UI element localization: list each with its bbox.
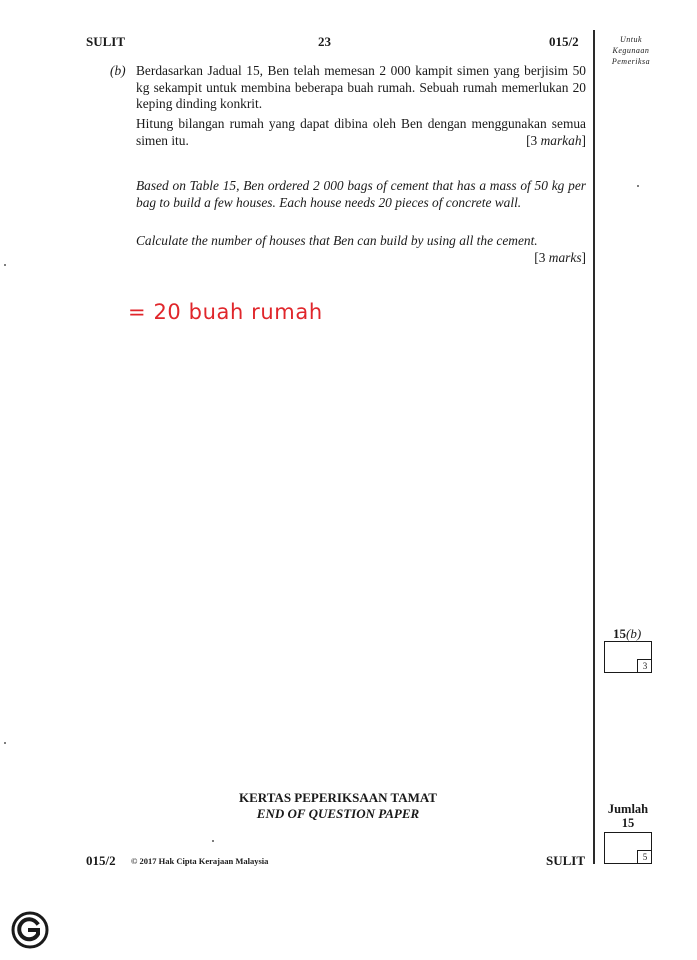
margin-note-line: Pemeriksa <box>611 57 651 66</box>
total-value: 15 <box>621 816 635 830</box>
footer-code: 015/2 <box>86 853 116 868</box>
total-marks-box <box>604 832 652 864</box>
malay-question-paragraph: Berdasarkan Jadual 15, Ben telah memesan 2 000 kampit simen yang berjisim 50 kg sekampit untuk membina beberapa buah rumah. Sebuah rumah memerlukan 20 keping dinding konkrit. <box>136 63 586 112</box>
english-question-paragraph: Based on Table 15, Ben ordered 2 000 bags of cement that has a mass of 50 kg per bag to build a few houses. Each house needs 20 pieces of concrete wall. <box>136 178 586 210</box>
total-label <box>604 802 652 830</box>
end-note-malay: KERTAS PEPERIKSAAN TAMAT <box>239 790 437 805</box>
margin-divider <box>593 30 595 864</box>
english-instruction-text: Calculate the number of houses that Ben can build by using all the cement. <box>136 233 538 248</box>
page-number: 23 <box>318 34 331 49</box>
malay-instruction-paragraph <box>136 116 586 149</box>
g-logo-icon <box>10 910 50 950</box>
total-label-text: Jumlah <box>607 802 649 816</box>
marks-box-question-ref: 15(b) <box>613 626 642 641</box>
english-marks: [3 marks] <box>534 249 586 265</box>
handwritten-answer: = 20 buah rumah <box>128 300 323 324</box>
marks-box <box>604 641 652 673</box>
footer-sulit: SULIT <box>546 853 586 868</box>
max-marks-cell: 3 <box>637 659 652 673</box>
paper-code: 015/2 <box>549 34 579 49</box>
scan-speck <box>4 742 6 744</box>
margin-note-line: Untuk <box>619 35 643 44</box>
footer-copyright: © 2017 Hak Cipta Kerajaan Malaysia <box>131 856 269 866</box>
margin-note-line: Kegunaan <box>612 46 650 55</box>
scan-speck <box>212 840 214 842</box>
examiner-use-note <box>608 34 654 67</box>
english-instruction-paragraph <box>136 233 586 266</box>
header-sulit: SULIT <box>86 34 126 49</box>
malay-marks: [3 markah] <box>526 132 586 148</box>
scan-speck <box>4 264 6 266</box>
scan-speck <box>637 185 639 187</box>
total-max-marks-cell: 5 <box>637 850 652 864</box>
malay-instruction-text: Hitung bilangan rumah yang dapat dibina oleh Ben dengan menggunakan semua simen itu. <box>136 116 586 148</box>
end-note-english: END OF QUESTION PAPER <box>256 806 420 821</box>
question-label: (b) <box>110 63 126 78</box>
